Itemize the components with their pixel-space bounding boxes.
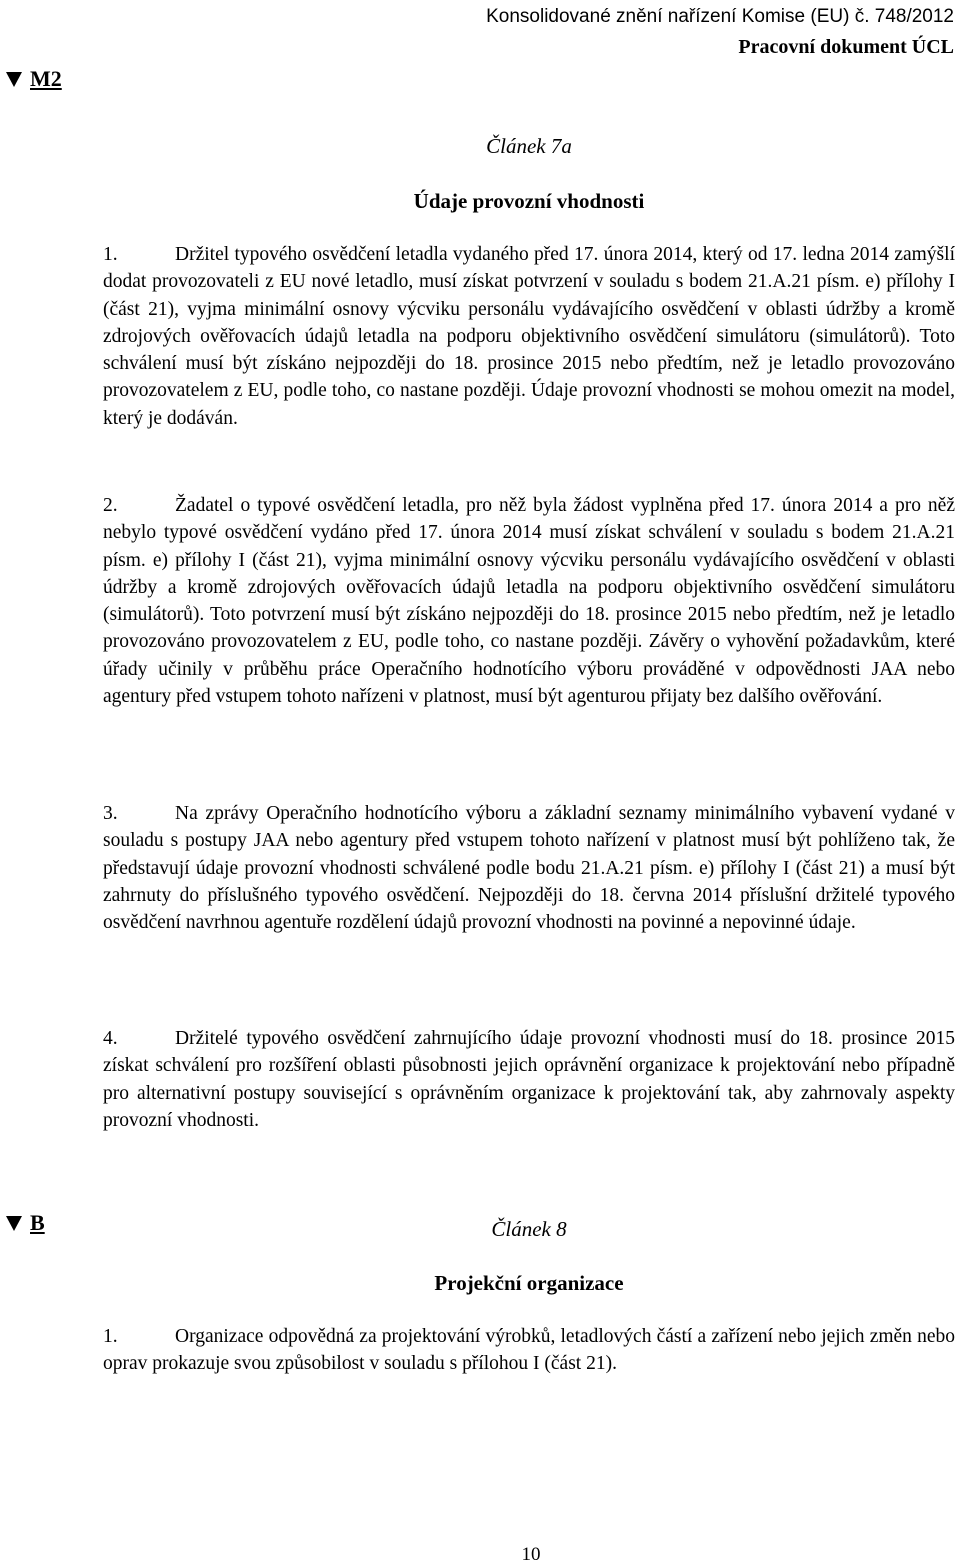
article-7a-paragraph-2	[103, 492, 955, 710]
amendment-code[interactable]: B	[30, 1210, 45, 1235]
document-subtitle: Pracovní dokument ÚCL	[738, 36, 954, 58]
triangle-down-icon	[6, 72, 22, 87]
paragraph-text: Žadatel o typové osvědčení letadla, pro něž byla žádost vyplněna před 17. února 2014 a pro něž nebylo typové osvědčení vydáno před 17. února 2014 musí získat schválení v souladu s bodem 21.A.21 písm. e) přílohy I (část 21), vyjma minimální osnovy výcviku personálu vydávajícího osvědčení v oblasti údržby a kromě zdrojových ověřovacích údajů letadla na podporu objektivního osvědčení simulátoru (simulátorů). Toto potvrzení musí být získáno nejpozději do 18. prosince 2015 nebo předtím, než je letadlo provozováno provozovatelem z EU, podle toho, co nastane později. Závěry o vyhovění požadavkům, které úřady učinily v průběhu práce Operačního hodnotícího výboru prováděné v odpovědnosti JAA nebo agentury před vstupem tohoto nařízeni v platnost, musí být agenturou přijaty bez dalšího ověřování.	[103, 495, 955, 708]
paragraph-text: Držitel typového osvědčení letadla vydaného před 17. února 2014, který od 17. ledna 2014 zamýšlí dodat provozovateli z EU nové letadlo, musí získat potvrzení v souladu s bodem 21.A.21 písm. e) přílohy I (část 21), vyjma minimální osnovy výcviku personálu vydávajícího osvědčení v oblasti údržby a kromě zdrojových ověřovacích údajů letadla na podporu objektivního osvědčení simulátoru (simulátorů). Toto schválení musí být získáno nejpozději do 18. prosince 2015 nebo předtím, než je letadlo provozováno provozovatelem z EU, podle toho, co nastane později. Údaje provozní vhodnosti se mohou omezit na model, který je dodáván.	[103, 244, 955, 429]
paragraph-number: 3.	[103, 803, 118, 824]
article-8-paragraph-1	[103, 1323, 955, 1378]
paragraph-text: Na zprávy Operačního hodnotícího výboru a základní seznamy minimálního vybavení vydané v souladu s postupy JAA nebo agentury před vstupem tohoto nařízení v platnost musí být pohlíženo tak, že představují údaje provozní vhodnosti schválené podle bodu 21.A.21 písm. e) přílohy I (část 21) a musí být zahrnuty do příslušného typového osvědčení. Nejpozději do 18. června 2014 příslušní držitelé typového osvědčení navrhnou agentuře rozdělení údajů provozní vhodnosti na povinné a nepovinné údaje.	[103, 803, 955, 934]
paragraph-text: Organizace odpovědná za projektování výrobků, letadlových částí a zařízení nebo jejich změn nebo oprav prokazuje svou způsobilost v souladu s přílohou I (část 21).	[103, 1326, 955, 1375]
paragraph-number: 2.	[103, 495, 118, 516]
triangle-down-icon	[6, 1216, 22, 1231]
amendment-code[interactable]: M2	[30, 66, 62, 91]
article-7a-heading: Údaje provozní vhodnosti	[413, 189, 645, 213]
document-header	[486, 2, 954, 62]
paragraph-number: 1.	[103, 244, 118, 265]
amendment-marker-b[interactable]	[6, 1210, 45, 1236]
article-7a-paragraph-4	[103, 1025, 955, 1134]
document-title: Konsolidované znění nařízení Komise (EU) č. 748/2012	[486, 6, 954, 27]
amendment-marker-m2[interactable]	[6, 66, 62, 92]
article-8-title: Článek 8	[491, 1217, 567, 1241]
paragraph-text: Držitelé typového osvědčení zahrnujícího údaje provozní vhodnosti musí do 18. prosince 2015 získat schválení pro rozšíření oblasti působnosti jejich oprávnění organizace k projektování nebo případně pro alternativní postupy související s oprávněním organizace k projektování tak, aby zahrnovaly aspekty provozní vhodnosti.	[103, 1028, 955, 1131]
paragraph-number: 1.	[103, 1326, 118, 1347]
paragraph-number: 4.	[103, 1028, 118, 1049]
page-number: 10	[521, 1544, 541, 1565]
article-7a-title: Článek 7a	[486, 134, 572, 158]
article-7a-paragraph-1	[103, 241, 955, 432]
article-7a-paragraph-3	[103, 800, 955, 936]
article-8-heading: Projekční organizace	[434, 1271, 624, 1295]
